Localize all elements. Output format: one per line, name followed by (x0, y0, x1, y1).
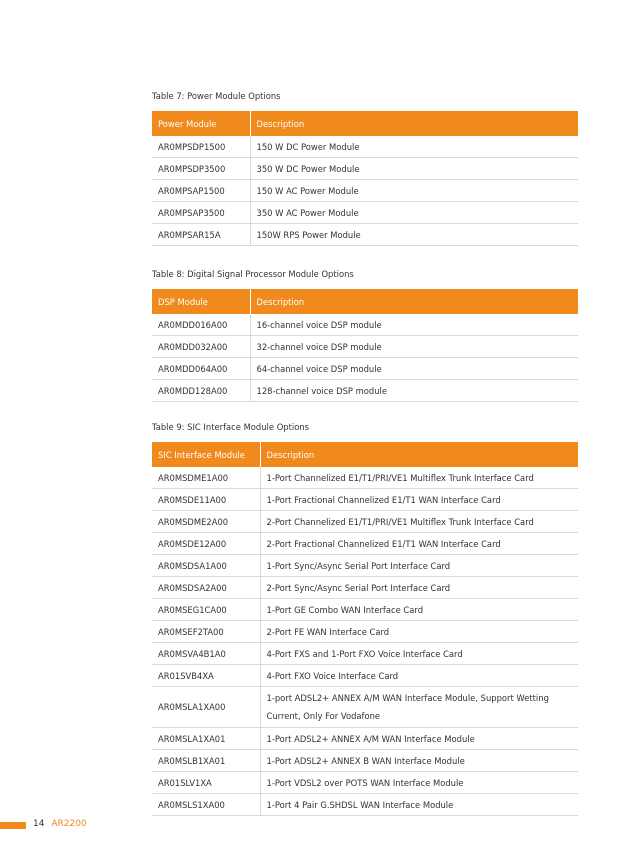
part-number-cell: AR0MSVA4B1A0 (152, 643, 260, 665)
description-cell: 2-Port FE WAN Interface Card (260, 621, 578, 643)
description-cell: 2-Port Fractional Channelized E1/T1 WAN Interface Card (260, 533, 578, 555)
description-cell: 1-Port ADSL2+ ANNEX B WAN Interface Module (260, 750, 578, 772)
part-number-cell: AR0MSDE12A00 (152, 533, 260, 555)
table-row (152, 358, 578, 380)
description-cell: 1-Port 4 Pair G.SHDSL WAN Interface Module (260, 794, 578, 816)
footer-accent-bar (0, 822, 26, 829)
description-cell: 150 W DC Power Module (250, 136, 578, 158)
part-number-cell: AR0MDD064A00 (152, 358, 250, 380)
part-number-cell: AR0MPSAP1500 (152, 180, 250, 202)
table-row (152, 224, 578, 246)
description-cell: 350 W AC Power Module (250, 202, 578, 224)
table-row (152, 380, 578, 402)
power-module-table (152, 111, 578, 246)
column-header: Description (260, 442, 578, 467)
description-cell: 1-Port GE Combo WAN Interface Card (260, 599, 578, 621)
table-row (152, 772, 578, 794)
column-header: SIC Interface Module (152, 442, 260, 467)
description-cell: 1-Port Channelized E1/T1/PRI/VE1 Multiflex Trunk Interface Card (260, 467, 578, 489)
description-cell: 128-channel voice DSP module (250, 380, 578, 402)
table-row (152, 136, 578, 158)
part-number-cell: AR0MSDE11A00 (152, 489, 260, 511)
table-row (152, 467, 578, 489)
column-header: DSP Module (152, 289, 250, 314)
table-9-caption: Table 9: SIC Interface Module Options (152, 422, 310, 432)
part-number-cell: AR01SVB4XA (152, 665, 260, 687)
sic-interface-module-table (152, 442, 578, 816)
description-cell: 4-Port FXS and 1-Port FXO Voice Interface Card (260, 643, 578, 665)
table-row (152, 794, 578, 816)
description-cell: 1-Port VDSL2 over POTS WAN Interface Module (260, 772, 578, 794)
table-row (152, 643, 578, 665)
table-7-caption: Table 7: Power Module Options (152, 91, 281, 101)
table-row (152, 728, 578, 750)
description-cell: 64-channel voice DSP module (250, 358, 578, 380)
part-number-cell: AR0MSDSA1A00 (152, 555, 260, 577)
page-footer (33, 819, 87, 829)
part-number-cell: AR0MSEG1CA00 (152, 599, 260, 621)
table-row (152, 750, 578, 772)
description-cell: 2-Port Channelized E1/T1/PRI/VE1 Multiflex Trunk Interface Card (260, 511, 578, 533)
table-row (152, 511, 578, 533)
table-row (152, 180, 578, 202)
description-cell: 1-Port Sync/Async Serial Port Interface Card (260, 555, 578, 577)
product-name: AR2200 (51, 819, 87, 829)
page-number: 14 (33, 819, 45, 829)
description-cell: 32-channel voice DSP module (250, 336, 578, 358)
part-number-cell: AR0MDD128A00 (152, 380, 250, 402)
column-header: Power Module (152, 111, 250, 136)
table-row (152, 687, 578, 728)
dsp-module-table (152, 289, 578, 402)
table-row (152, 555, 578, 577)
part-number-cell: AR0MSDME2A00 (152, 511, 260, 533)
table-row (152, 158, 578, 180)
part-number-cell: AR0MSLB1XA01 (152, 750, 260, 772)
part-number-cell: AR0MDD032A00 (152, 336, 250, 358)
part-number-cell: AR0MSDME1A00 (152, 467, 260, 489)
part-number-cell: AR0MSLA1XA00 (152, 687, 260, 728)
table-row (152, 202, 578, 224)
table-8-caption: Table 8: Digital Signal Processor Module Options (152, 269, 354, 279)
part-number-cell: AR0MPSDP3500 (152, 158, 250, 180)
table-row (152, 621, 578, 643)
description-cell: 1-Port Fractional Channelized E1/T1 WAN Interface Card (260, 489, 578, 511)
column-header: Description (250, 111, 578, 136)
description-cell: 150 W AC Power Module (250, 180, 578, 202)
part-number-cell: AR0MSLS1XA00 (152, 794, 260, 816)
part-number-cell: AR0MPSAP3500 (152, 202, 250, 224)
part-number-cell: AR01SLV1XA (152, 772, 260, 794)
part-number-cell: AR0MSLA1XA01 (152, 728, 260, 750)
description-cell: 4-Port FXO Voice Interface Card (260, 665, 578, 687)
description-cell: 16-channel voice DSP module (250, 314, 578, 336)
description-cell: 2-Port Sync/Async Serial Port Interface Card (260, 577, 578, 599)
part-number-cell: AR0MDD016A00 (152, 314, 250, 336)
part-number-cell: AR0MPSDP1500 (152, 136, 250, 158)
description-cell: 1-port ADSL2+ ANNEX A/M WAN Interface Module, Support Wetting Current, Only For Vodafone (260, 687, 578, 728)
table-row (152, 577, 578, 599)
description-cell: 1-Port ADSL2+ ANNEX A/M WAN Interface Module (260, 728, 578, 750)
table-row (152, 533, 578, 555)
description-cell: 350 W DC Power Module (250, 158, 578, 180)
part-number-cell: AR0MPSAR15A (152, 224, 250, 246)
part-number-cell: AR0MSDSA2A00 (152, 577, 260, 599)
table-header-row (152, 442, 578, 467)
column-header: Description (250, 289, 578, 314)
table-header-row (152, 289, 578, 314)
table-row (152, 599, 578, 621)
part-number-cell: AR0MSEF2TA00 (152, 621, 260, 643)
table-row (152, 665, 578, 687)
description-cell: 150W RPS Power Module (250, 224, 578, 246)
table-header-row (152, 111, 578, 136)
table-row (152, 489, 578, 511)
table-row (152, 314, 578, 336)
table-row (152, 336, 578, 358)
